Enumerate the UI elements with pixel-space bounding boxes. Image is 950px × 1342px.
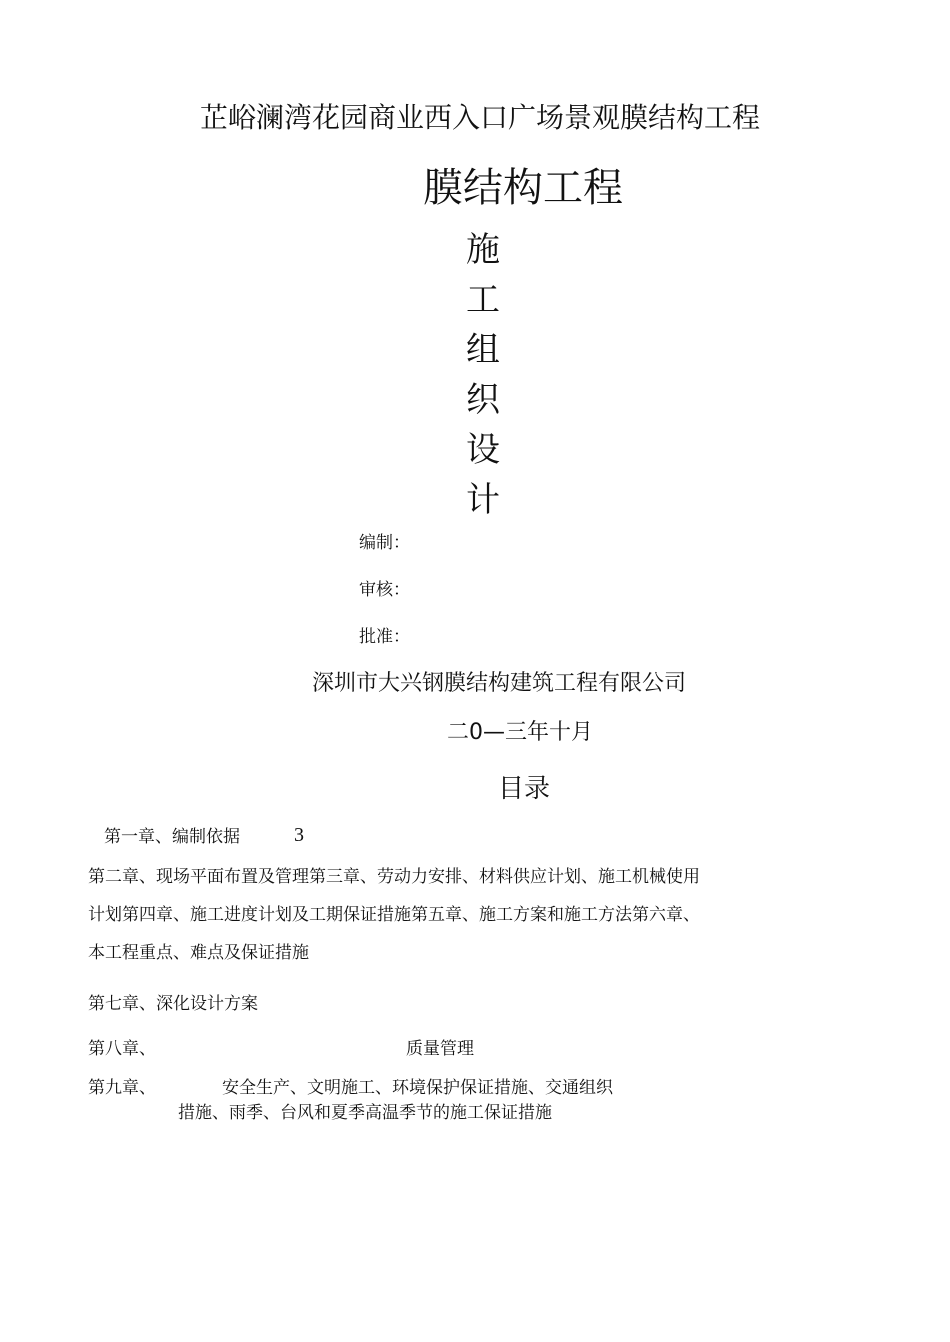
vertical-title-char: 组 (466, 330, 500, 370)
toc-paragraph-line: 本工程重点、难点及保证措施 (88, 943, 309, 963)
reviewed-by-label: 审核： (359, 580, 410, 600)
toc-paragraph-line: 计划第四章、施工进度计划及工期保证措施第五章、施工方案和施工方法第六章、 (88, 905, 700, 925)
document-date: 二0—三年十月 (447, 720, 593, 745)
toc-chapter-1-page: 3 (294, 824, 304, 846)
vertical-title-char: 设 (466, 430, 500, 470)
document-subtitle: 膜结构工程 (423, 165, 623, 211)
company-name: 深圳市大兴钢膜结构建筑工程有限公司 (311, 671, 686, 696)
toc-title: 目录 (498, 774, 551, 804)
vertical-title-char: 施 (466, 230, 500, 270)
toc-chapter-8-title: 质量管理 (406, 1039, 474, 1059)
vertical-title-char: 计 (466, 480, 500, 520)
approved-by-label: 批准： (359, 627, 410, 647)
vertical-title-char: 织 (466, 380, 500, 420)
project-title: 芷峪澜湾花园商业西入口广场景观膜结构工程 (199, 101, 760, 134)
toc-chapter-9-line: 安全生产、文明施工、环境保护保证措施、交通组织 (222, 1078, 613, 1098)
toc-chapter-1: 第一章、编制依据 (104, 827, 240, 847)
prepared-by-label: 编制： (359, 533, 410, 553)
toc-chapter-8-label: 第八章、 (88, 1039, 156, 1059)
toc-paragraph-line: 第二章、现场平面布置及管理第三章、劳动力安排、材料供应计划、施工机械使用 (88, 867, 700, 887)
vertical-title-char: 工 (466, 280, 500, 320)
toc-chapter-9-line: 措施、雨季、台风和夏季高温季节的施工保证措施 (178, 1103, 552, 1123)
toc-chapter-7: 第七章、深化设计方案 (88, 994, 258, 1014)
toc-chapter-9-label: 第九章、 (88, 1078, 156, 1098)
